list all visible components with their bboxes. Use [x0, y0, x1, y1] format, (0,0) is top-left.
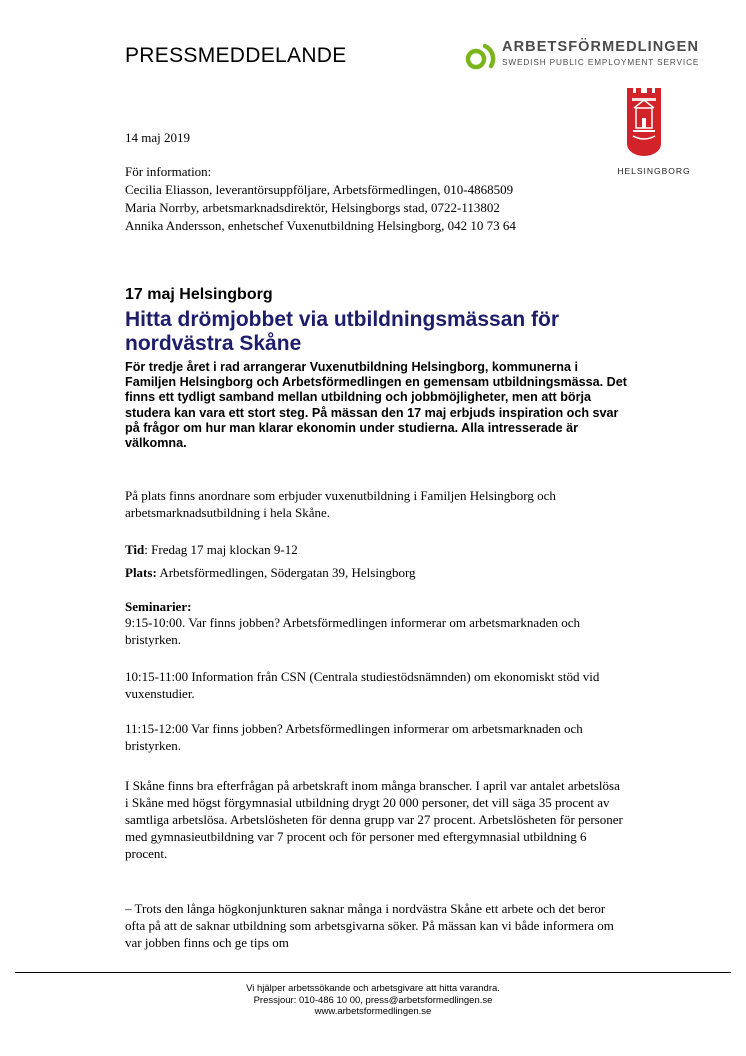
event-time [125, 541, 298, 558]
event-time-value: : Fredag 17 maj klockan 9-12 [144, 542, 298, 557]
seminar-item: 9:15-10:00. Var finns jobben? Arbetsförmedlingen informerar om arbetsmarknaden och bristyrken. [125, 615, 580, 647]
event-place [125, 564, 416, 581]
contact-person: Maria Norrby, arbetsmarknadsdirektör, Helsingborgs stad, 0722-113802 [125, 200, 500, 215]
seminar-item: 11:15-12:00 Var finns jobben? Arbetsförmedlingen informerar om arbetsmarknaden och bristyrken. [125, 721, 583, 753]
page-footer [15, 983, 731, 1018]
footer-divider [15, 972, 731, 973]
press-date: 14 maj 2019 [125, 130, 190, 145]
contact-person: Annika Andersson, enhetschef Vuxenutbildning Helsingborg, 042 10 73 64 [125, 218, 516, 233]
contact-person: Cecilia Eliasson, leverantörsuppföljare, Arbetsförmedlingen, 010-4868509 [125, 182, 514, 197]
city-name: HELSINGBORG [617, 166, 691, 176]
org-name: ARBETSFÖRMEDLINGEN [502, 39, 700, 55]
paragraph: I Skåne finns bra efterfrågan på arbetskraft inom många branscher. I april var antalet arbetslösa i Skåne med högst förgymnasial utbildning drygt 20 000 personer, det vill säga 35 procent av samtliga arbetslösa. Arbetslösheten för denna grupp var 27 procent. Arbetslösheten för personer med gymnasieutbildning var 7 procent och för personer med eftergymnasial utbildning 6 procent. [125, 778, 623, 861]
org-tagline: SWEDISH PUBLIC EMPLOYMENT SERVICE [502, 58, 700, 67]
contact-heading: För information: [125, 164, 212, 179]
article-kicker: 17 maj Helsingborg [125, 286, 273, 303]
arbetsformedlingen-logo [464, 38, 704, 78]
seminars-heading: Seminarier: [125, 599, 192, 614]
contact-block [125, 163, 516, 235]
article-lead: För tredje året i rad arrangerar Vuxenutbildning Helsingborg, kommunerna i Familjen Helsingborg och Arbetsförmedlingen en gemensam utbildningsmässa. Det finns ett tydligt samband mellan utbildning och jobbmöjligheter, men att börja studera kan vara ett stort steg. På mässan den 17 maj erbjuds inspiration och svar på frågor om hur man klarar ekonomin under studierna. Alla intresserade är välkomna. [125, 360, 627, 451]
footer-press-contact: Pressjour: 010-486 10 00, press@arbetsformedlingen.se [253, 994, 493, 1006]
document-type-label: PRESSMEDDELANDE [125, 44, 347, 67]
seminar-item: 10:15-11:00 Information från CSN (Centrala studiestödsnämnden) om ekonomiskt stöd vid vuxenstudier. [125, 669, 600, 701]
paragraph: På plats finns anordnare som erbjuder vuxenutbildning i Familjen Helsingborg och arbetsmarknadsutbildning i hela Skåne. [125, 488, 556, 520]
article-headline: Hitta drömjobbet via utbildningsmässan för nordvästra Skåne [125, 308, 560, 355]
event-place-label: Plats: [125, 565, 157, 580]
helsingborg-crest-icon [625, 86, 663, 158]
paragraph: – Trots den långa högkonjunkturen saknar många i nordvästra Skåne ett arbete och det beror ofta på att de saknar utbildning som arbetsgivarna söker. På mässan kan vi både informera om var jobben finns och ge tips om [125, 901, 614, 950]
event-place-value: Arbetsförmedlingen, Södergatan 39, Helsingborg [156, 565, 416, 580]
footer-website-link[interactable]: www.arbetsformedlingen.se [314, 1006, 432, 1017]
arbetsformedlingen-logo-icon [464, 40, 496, 72]
event-time-label: Tid [125, 542, 145, 557]
footer-tagline: Vi hjälper arbetssökande och arbetsgivare att hitta varandra. [246, 983, 500, 994]
